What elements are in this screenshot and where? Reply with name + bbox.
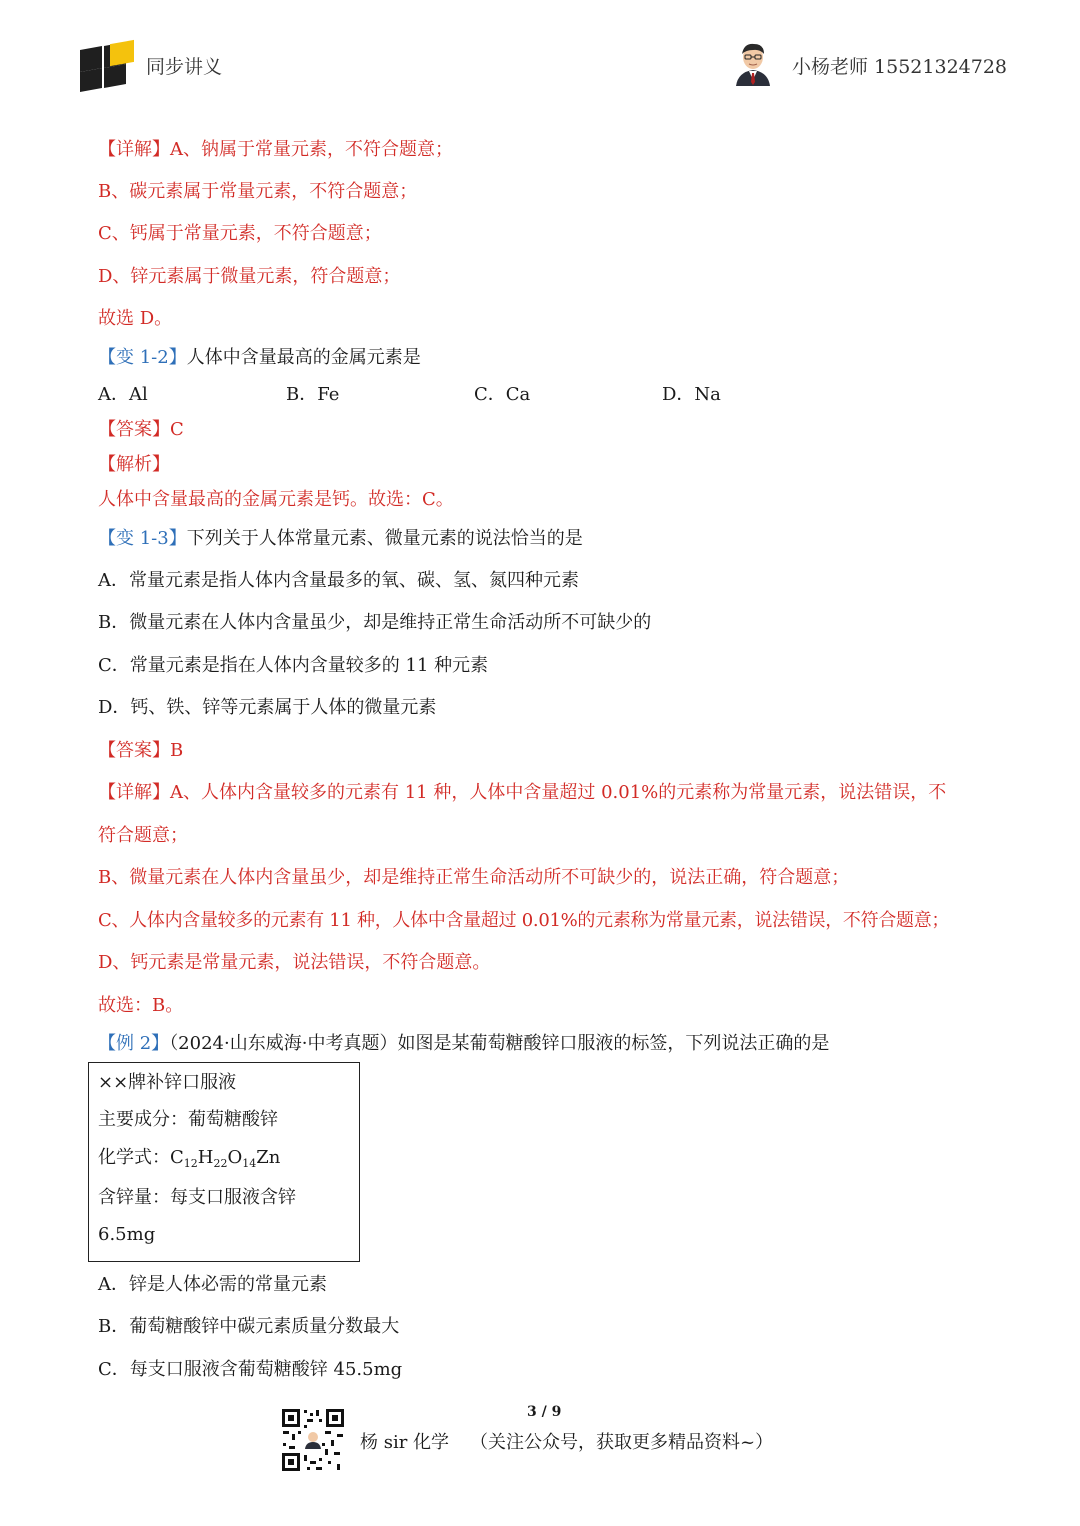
answer-tag: 【答案】 bbox=[98, 740, 170, 761]
detail-text: A、钠属于常量元素，不符合题意； bbox=[170, 139, 453, 160]
qr-code-icon bbox=[280, 1407, 346, 1473]
example-2-stem bbox=[98, 1032, 829, 1056]
option-c: C．每支口服液含葡萄糖酸锌 45.5mg bbox=[98, 1359, 403, 1380]
option-a: A．Al bbox=[98, 384, 148, 405]
footer-note: （关注公众号，获取更多精品资料~） bbox=[470, 1432, 774, 1453]
label-chemical-formula bbox=[98, 1146, 280, 1176]
example-text: （2024·山东威海·中考真题）如图是某葡萄糖酸锌口服液的标签，下列说法正确的是 bbox=[169, 1033, 830, 1054]
detail-tag: 【详解】 bbox=[98, 782, 170, 803]
question-1-2-stem bbox=[98, 346, 421, 370]
teacher-avatar-icon bbox=[732, 40, 774, 86]
option-c: C．常量元素是指在人体内含量较多的 11 种元素 bbox=[98, 655, 489, 676]
answer-value: C bbox=[170, 419, 184, 440]
answer-value: B bbox=[170, 740, 184, 761]
header-right-title: 小杨老师 15521324728 bbox=[792, 56, 1008, 78]
detail-line bbox=[98, 781, 946, 805]
detail-line: B、微量元素在人体内含量虽少，却是维持正常生命活动所不可缺少的，说法正确，符合题意； bbox=[98, 867, 850, 888]
question-1-3-stem bbox=[98, 527, 583, 551]
formula-h-count: 22 bbox=[213, 1157, 228, 1170]
detail-line: D、锌元素属于微量元素，符合题意； bbox=[98, 266, 401, 287]
label-zinc-content: 含锌量：每支口服液含锌 bbox=[98, 1187, 296, 1208]
option-d: D．钙、铁、锌等元素属于人体的微量元素 bbox=[98, 697, 437, 718]
option-a: A．锌是人体必需的常量元素 bbox=[98, 1274, 327, 1295]
detail-line bbox=[98, 138, 453, 162]
question-tag: 【变 1-3】 bbox=[98, 528, 187, 549]
question-text: 下列关于人体常量元素、微量元素的说法恰当的是 bbox=[186, 528, 583, 549]
label-zinc-amount: 6.5mg bbox=[98, 1224, 156, 1245]
formula-c-count: 12 bbox=[183, 1157, 198, 1170]
example-tag: 【例 2】 bbox=[98, 1033, 170, 1054]
formula-zn: Zn bbox=[256, 1147, 281, 1168]
detail-conclusion: 故选 D。 bbox=[98, 308, 173, 329]
detail-line: D、钙元素是常量元素，说法错误，不符合题意。 bbox=[98, 952, 491, 973]
question-tag: 【变 1-2】 bbox=[98, 347, 187, 368]
formula-c: C bbox=[170, 1147, 184, 1168]
formula-o: O bbox=[227, 1147, 243, 1168]
detail-tag: 【详解】 bbox=[98, 139, 170, 160]
detail-line: B、碳元素属于常量元素，不符合题意； bbox=[98, 181, 418, 202]
answer-line bbox=[98, 418, 184, 442]
option-c: C．Ca bbox=[474, 384, 531, 405]
label-main-ingredient: 主要成分：葡萄糖酸锌 bbox=[98, 1109, 278, 1130]
header-left-title: 同步讲义 bbox=[146, 56, 223, 78]
analysis-text: 人体中含量最高的金属元素是钙。故选：C。 bbox=[98, 489, 454, 510]
formula-prefix: 化学式： bbox=[98, 1147, 170, 1168]
footer-brand: 杨 sir 化学 bbox=[360, 1432, 450, 1453]
formula-o-count: 14 bbox=[242, 1157, 257, 1170]
answer-tag: 【答案】 bbox=[98, 419, 170, 440]
option-a: A．常量元素是指人体内含量最多的氧、碳、氢、氮四种元素 bbox=[98, 570, 579, 591]
label-product-name: ××牌补锌口服液 bbox=[98, 1072, 237, 1093]
page-number: 3 / 9 bbox=[527, 1404, 562, 1420]
analysis-tag: 【解析】 bbox=[98, 454, 170, 475]
detail-line: 符合题意； bbox=[98, 825, 188, 846]
question-text: 人体中含量最高的金属元素是 bbox=[186, 347, 421, 368]
logo-icon bbox=[80, 42, 136, 90]
formula-h: H bbox=[197, 1147, 214, 1168]
option-b: B．Fe bbox=[286, 384, 340, 405]
detail-line: C、钙属于常量元素，不符合题意； bbox=[98, 223, 382, 244]
detail-text: A、人体内含量较多的元素有 11 种，人体中含量超过 0.01%的元素称为常量元素，说法错误，不 bbox=[170, 782, 947, 803]
option-b: B．葡萄糖酸锌中碳元素质量分数最大 bbox=[98, 1316, 400, 1337]
option-b: B．微量元素在人体内含量虽少，却是维持正常生命活动所不可缺少的 bbox=[98, 612, 652, 633]
detail-line: C、人体内含量较多的元素有 11 种，人体中含量超过 0.01%的元素称为常量元素，说法错误，不符合题意； bbox=[98, 910, 950, 931]
detail-conclusion: 故选：B。 bbox=[98, 995, 184, 1016]
option-d: D．Na bbox=[662, 384, 721, 405]
answer-line bbox=[98, 739, 183, 763]
